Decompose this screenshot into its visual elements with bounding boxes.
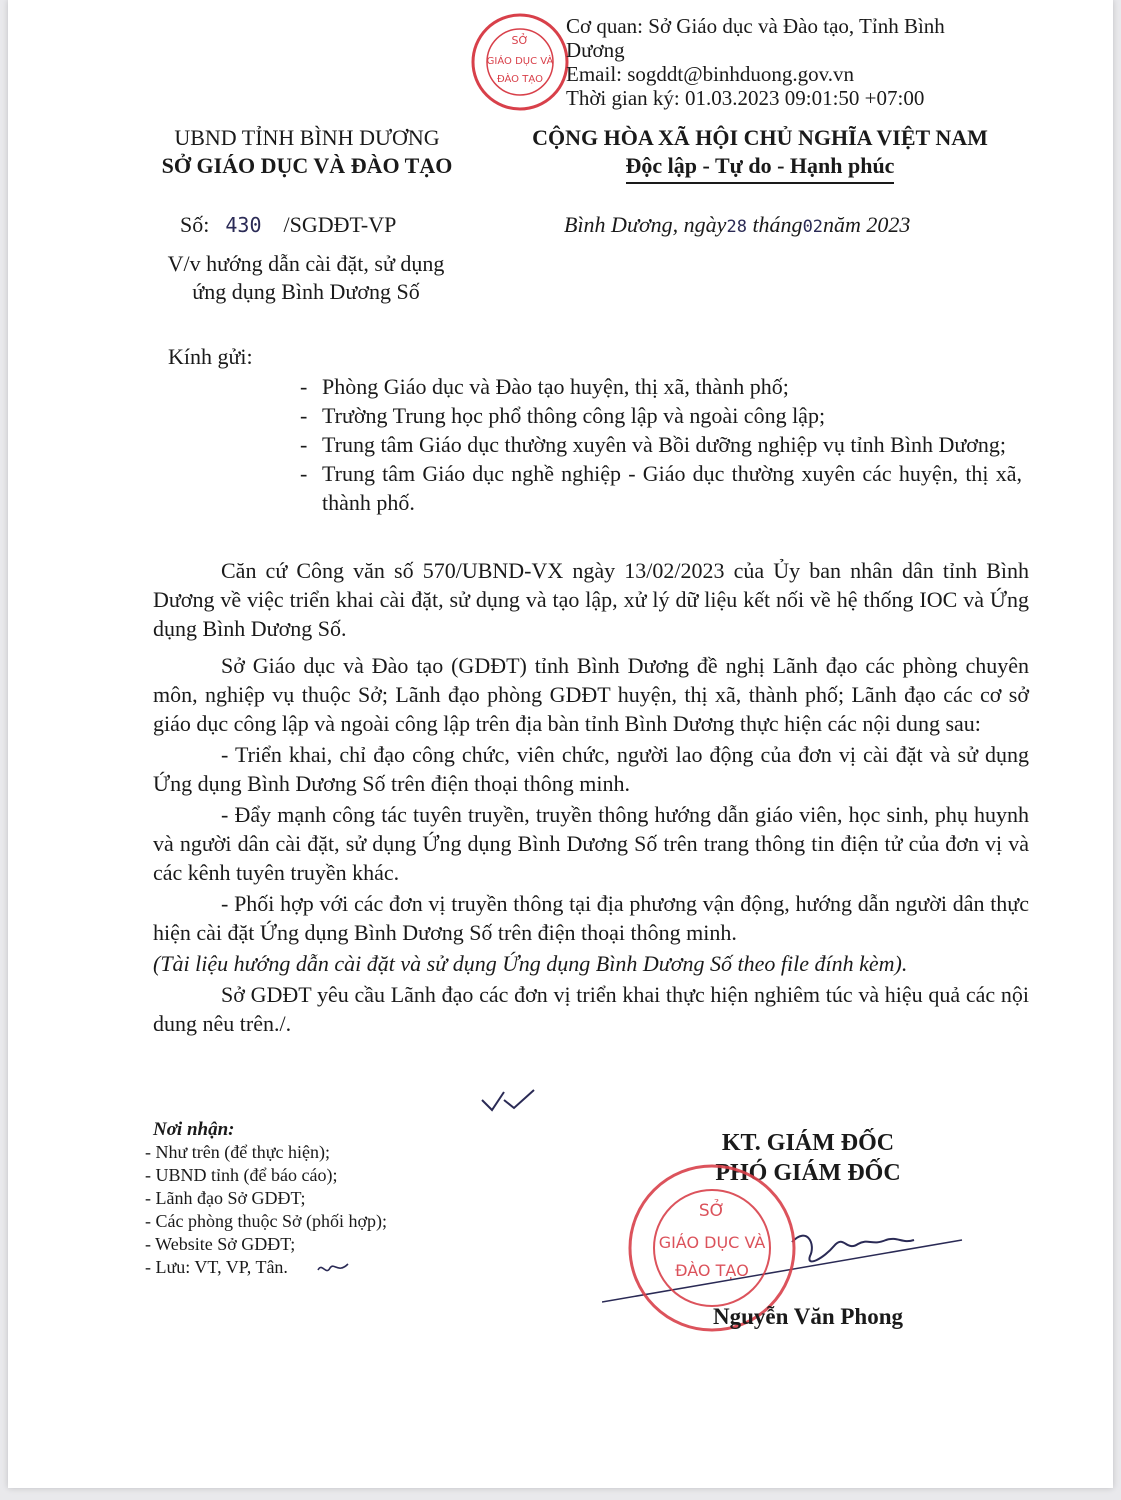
stamp-small-line2: GIÁO DỤC VÀ	[486, 56, 554, 67]
seal-line3: ĐÀO TẠO	[675, 1261, 749, 1280]
doc-number-suffix: /SGDĐT-VP	[283, 212, 397, 237]
issuer-header	[122, 124, 492, 180]
issuer-line2: SỞ GIÁO DỤC VÀ ĐÀO TẠO	[161, 153, 453, 178]
sig-email: Email: sogddt@binhduong.gov.vn	[566, 62, 855, 86]
national-motto: Độc lập - Tự do - Hạnh phúc	[626, 152, 895, 184]
body-bullet-3: - Phối hợp với các đơn vị truyền thông tại địa phương vận động, hướng dẫn người dân thực hiện cài đặt Ứng dụng Bình Dương Số trên điện thoại thông minh.	[153, 891, 1029, 945]
stamp-small-line3: ĐÀO TẠO	[496, 74, 544, 85]
body-paragraph-1: Căn cứ Công văn số 570/UBND-VX ngày 13/02/2023 của Ủy ban nhân dân tỉnh Bình Dương về việc triển khai cài đặt, sử dụng và tạo lập, xử lý dữ liệu kết nối về hệ thống IOC và Ứng dụng Bình Dương Số.	[153, 558, 1029, 641]
noi-nhan-item: - Các phòng thuộc Sở (phối hợp);	[145, 1211, 388, 1231]
noi-nhan-item: - Lãnh đạo Sở GDĐT;	[145, 1188, 306, 1208]
seal-line2: GIÁO DỤC VÀ	[658, 1233, 766, 1252]
body-closing: Sở GDĐT yêu cầu Lãnh đạo các đơn vị triển khai thực hiện nghiêm túc và hiệu quả các nội dung nêu trên./.	[153, 982, 1029, 1036]
body-attachment-note: (Tài liệu hướng dẫn cài đặt và sử dụng Ứng dụng Bình Dương Số theo file đính kèm).	[153, 951, 908, 976]
recipient-item: - Trường Trung học phổ thông công lập và ngoài công lập;	[300, 403, 826, 428]
noi-nhan-item: - Lưu: VT, VP, Tân.	[145, 1257, 288, 1277]
sig-agency: Cơ quan: Sở Giáo dục và Đào tạo, Tỉnh Bình	[566, 14, 945, 38]
noi-nhan-item: - UBND tỉnh (để báo cáo);	[145, 1165, 338, 1185]
doc-number-handwritten: 430	[225, 213, 262, 237]
sig-agency-cont: Dương	[566, 38, 625, 62]
subject	[136, 250, 476, 306]
stamp-small-line1: SỞ	[511, 34, 529, 47]
noi-nhan-item: - Website Sở GDĐT;	[145, 1234, 296, 1254]
place-date-part1: Bình Dương, ngày	[564, 212, 727, 237]
recipient-item: - Trung tâm Giáo dục nghề nghiệp - Giáo dục thường xuyên các huyện, thị xã, thành phố.	[300, 461, 1022, 515]
national-title: CỘNG HÒA XÃ HỘI CHỦ NGHĨA VIỆT NAM	[532, 125, 988, 150]
place-date	[564, 212, 910, 238]
document-body	[153, 556, 1029, 1046]
subject-line2: ứng dụng Bình Dương Số	[192, 279, 420, 304]
body-bullet-1: - Triển khai, chỉ đạo công chức, viên chức, người lao động của đơn vị cài đặt và sử dụng Ứng dụng Bình Dương Số trên điện thoại thông minh.	[153, 742, 1029, 796]
sig-time: Thời gian ký: 01.03.2023 09:01:50 +07:00	[566, 86, 925, 110]
seal-line1: SỞ	[698, 1201, 726, 1221]
signer-title2: PHÓ GIÁM ĐỐC	[715, 1160, 901, 1186]
small-red-stamp	[468, 10, 572, 114]
recipients-footer	[145, 1118, 387, 1279]
initials-mark	[316, 1258, 350, 1278]
recipient-item: - Trung tâm Giáo dục thường xuyên và Bồi dưỡng nghiệp vụ tỉnh Bình Dương;	[300, 432, 1006, 457]
document-page	[8, 0, 1113, 1488]
national-header	[496, 124, 1024, 184]
place-date-part3: năm 2023	[823, 212, 911, 237]
signer-name: Nguyễn Văn Phong	[712, 1304, 904, 1329]
body-bullet-2: - Đẩy mạnh công tác tuyên truyền, truyền thông hướng dẫn giáo viên, học sinh, phụ huynh và người dân cài đặt, sử dụng Ứng dụng Bình Dương Số trên trang thông tin điện tử của đơn vị và các kênh tuyên truyền khác.	[153, 802, 1029, 885]
place-date-part2: tháng	[752, 212, 803, 237]
signer-title1: KT. GIÁM ĐỐC	[721, 1130, 895, 1156]
noi-nhan-title: Nơi nhận:	[153, 1119, 235, 1140]
place-date-day: 28	[726, 217, 747, 237]
doc-number-prefix: Số:	[180, 212, 210, 237]
greeting: Kính gửi:	[168, 344, 253, 369]
recipient-item: - Phòng Giáo dục và Đào tạo huyện, thị xã, thành phố;	[300, 374, 789, 399]
subject-line1: V/v hướng dẫn cài đặt, sử dụng	[167, 251, 445, 276]
digital-signature-info	[566, 14, 1016, 110]
body-paragraph-2: Sở Giáo dục và Đào tạo (GDĐT) tỉnh Bình Dương đề nghị Lãnh đạo các phòng chuyên môn, nghiệp vụ thuộc Sở; Lãnh đạo phòng GDĐT huyện, thị xã, thành phố; Lãnh đạo các cơ sở giáo dục công lập và ngoài công lập trên địa bàn tỉnh Bình Dương thực hiện các nội dung sau:	[153, 653, 1029, 736]
noi-nhan-item: - Như trên (để thực hiện);	[145, 1142, 330, 1162]
place-date-month: 02	[802, 217, 824, 237]
recipient-list	[300, 372, 1022, 517]
document-number	[180, 212, 396, 238]
handwritten-check-mark	[478, 1086, 538, 1116]
issuer-line1: UBND TỈNH BÌNH DƯƠNG	[174, 125, 440, 150]
